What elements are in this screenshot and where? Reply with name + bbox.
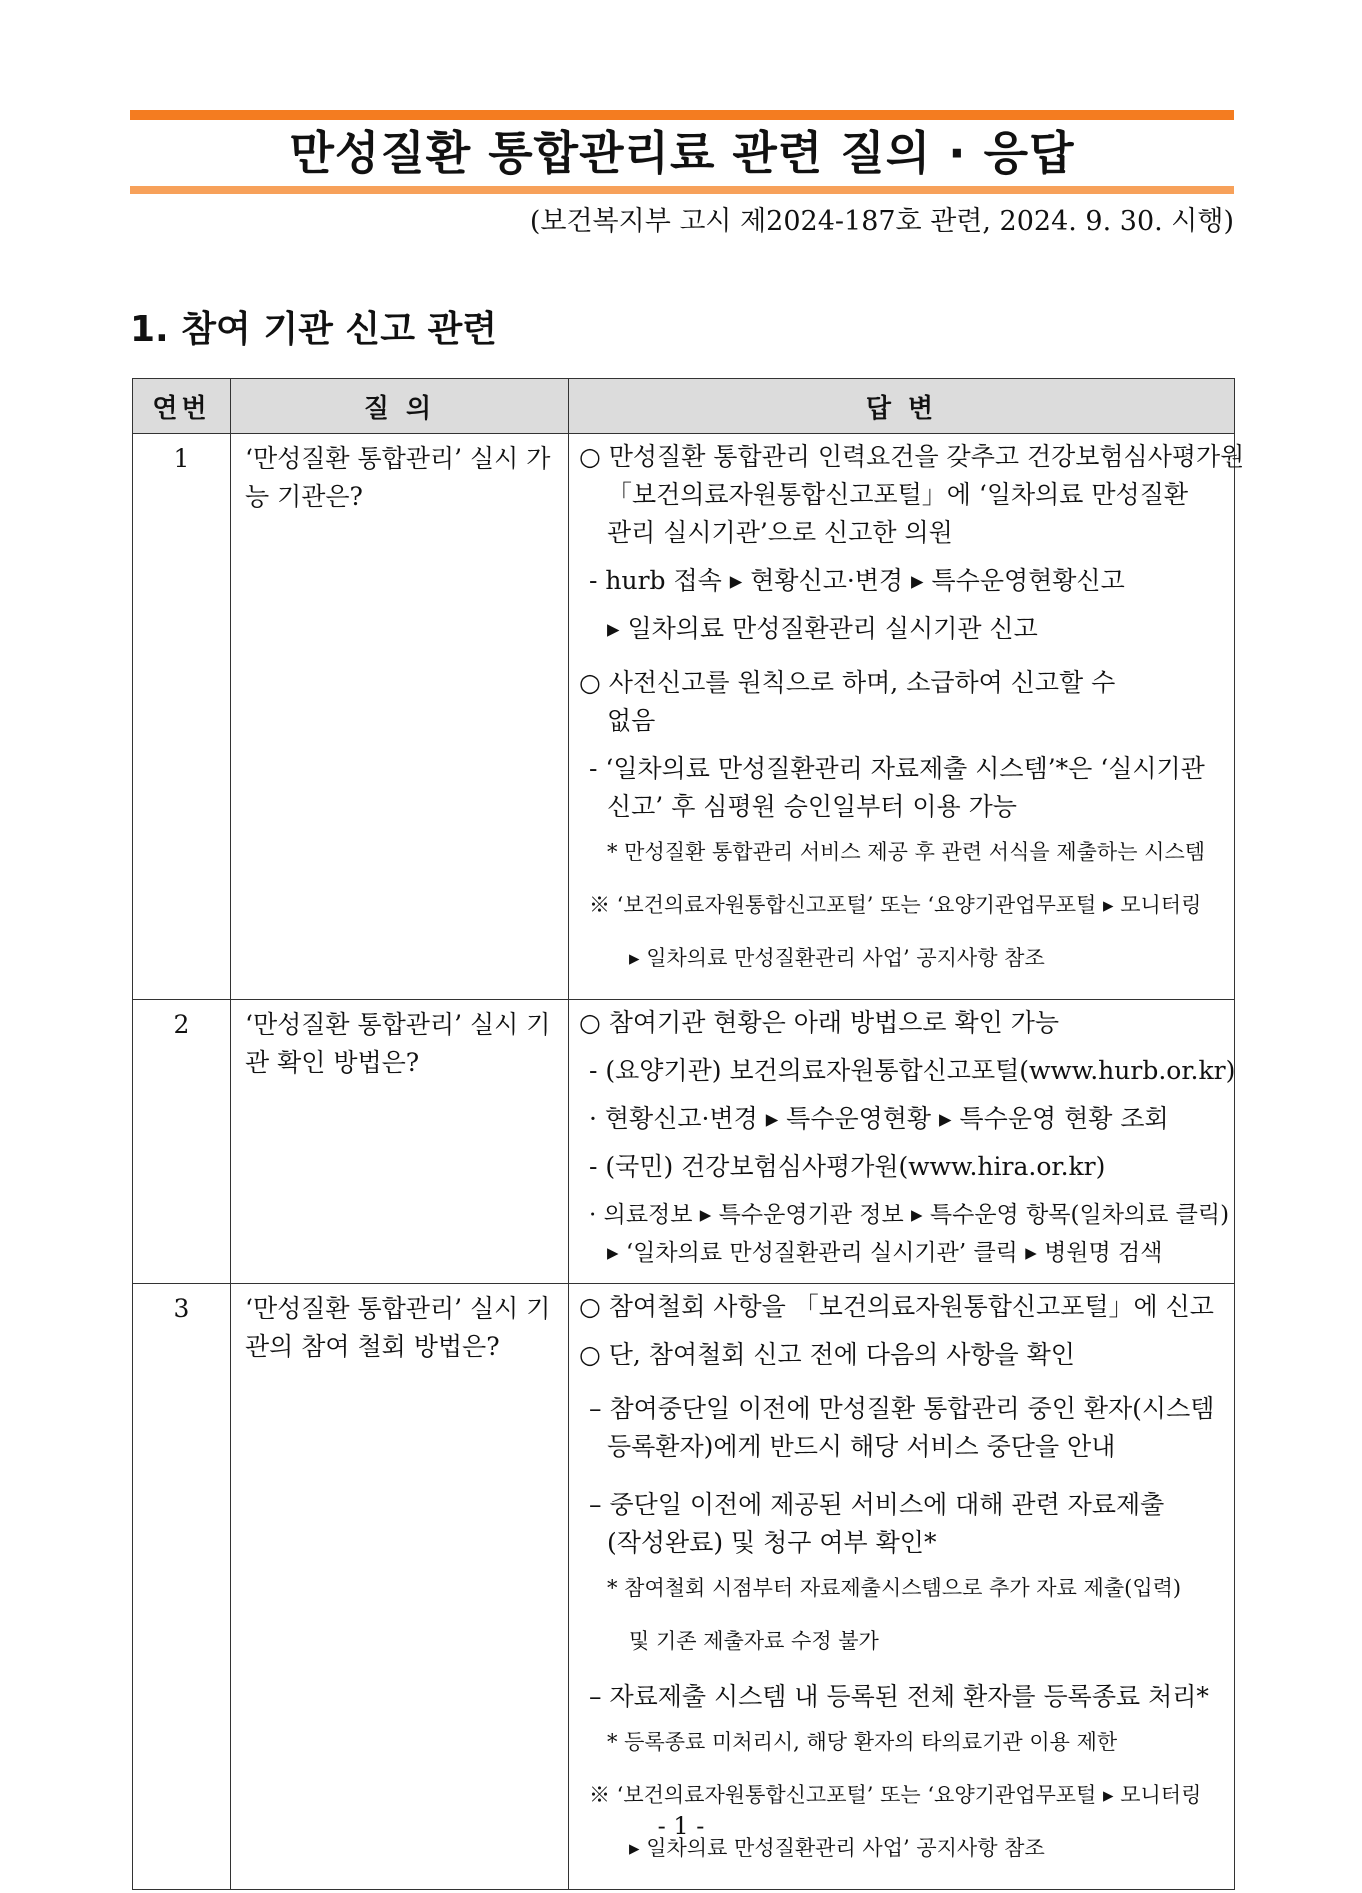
- row-question: ‘만성질환 통합관리’ 실시 가능 기관은?: [231, 434, 569, 1000]
- answer-line: (작성완료) 및 청구 여부 확인*: [607, 1528, 937, 1557]
- answer-footnote: 및 기존 제출자료 수정 불가: [629, 1629, 879, 1653]
- answer-line: – 자료제출 시스템 내 등록된 전체 환자를 등록종료 처리*: [589, 1682, 1209, 1711]
- answer-line: 신고’ 후 심평원 승인일부터 이용 가능: [607, 792, 1017, 821]
- answer-line: ○ 만성질환 통합관리 인력요건을 갖추고 건강보험심사평가원: [579, 442, 1245, 471]
- page-number: - 1 -: [657, 1812, 705, 1840]
- answer-footnote: * 등록종료 미처리시, 해당 환자의 타의료기관 이용 제한: [607, 1730, 1118, 1754]
- page-title: 만성질환 통합관리료 관련 질의 · 응답: [289, 126, 1075, 180]
- section-title: 1. 참여 기관 신고 관련: [130, 309, 498, 350]
- answer-line: - hurb 접속 ▸ 현황신고·변경 ▸ 특수운영현황신고: [589, 566, 1125, 595]
- answer-line: - ‘일차의료 만성질환관리 자료제출 시스템’*은 ‘실시기관: [589, 754, 1205, 783]
- answer-line: 없음: [607, 706, 656, 735]
- table-row: [133, 434, 1235, 1000]
- qa-table: [132, 378, 1245, 1890]
- answer-line: · 의료정보 ▸ 특수운영기관 정보 ▸ 특수운영 항목(일차의료 클릭): [589, 1202, 1230, 1228]
- row-answer: [569, 1284, 1235, 1890]
- answer-reference: ※ ‘보건의료자원통합신고포털’ 또는 ‘요양기관업무포털 ▸ 모니터링: [589, 1783, 1202, 1807]
- answer-reference: ▸ 일차의료 만성질환관리 사업’ 공지사항 참조: [629, 946, 1045, 970]
- answer-line: ○ 사전신고를 원칙으로 하며, 소급하여 신고할 수: [579, 668, 1116, 697]
- table-row: [133, 1000, 1235, 1284]
- answer-line: ○ 참여철회 사항을 「보건의료자원통합신고포털」에 신고: [579, 1292, 1214, 1321]
- row-question: ‘만성질환 통합관리’ 실시 기관의 참여 철회 방법은?: [231, 1284, 569, 1890]
- answer-line: ▸ ‘일차의료 만성질환관리 실시기관’ 클릭 ▸ 병원명 검색: [607, 1240, 1163, 1266]
- row-answer: [569, 434, 1245, 1000]
- table-row: [133, 1284, 1235, 1890]
- row-number: 2: [133, 1000, 231, 1284]
- title-top-bar: [130, 110, 1234, 120]
- answer-line: · 현황신고·변경 ▸ 특수운영현황 ▸ 특수운영 현황 조회: [589, 1104, 1169, 1133]
- row-number: 3: [133, 1284, 231, 1890]
- answer-line: 관리 실시기관’으로 신고한 의원: [607, 518, 953, 547]
- header-question: 질 의: [231, 379, 569, 434]
- row-number: 1: [133, 434, 231, 1000]
- answer-footnote: * 참여철회 시점부터 자료제출시스템으로 추가 자료 제출(입력): [607, 1576, 1182, 1600]
- table-header-row: [133, 379, 1235, 434]
- answer-footnote: * 만성질환 통합관리 서비스 제공 후 관련 서식을 제출하는 시스템: [607, 840, 1206, 864]
- answer-line: - (요양기관) 보건의료자원통합신고포털(www.hurb.or.kr): [589, 1056, 1236, 1085]
- header-answer: 답 변: [569, 379, 1235, 434]
- header-no: 연번: [133, 379, 231, 434]
- answer-line: ○ 참여기관 현황은 아래 방법으로 확인 가능: [579, 1008, 1060, 1037]
- answer-line: 등록환자)에게 반드시 해당 서비스 중단을 안내: [607, 1432, 1116, 1461]
- answer-line: 「보건의료자원통합신고포털」에 ‘일차의료 만성질환: [607, 480, 1188, 509]
- answer-line: - (국민) 건강보험심사평가원(www.hira.or.kr): [589, 1152, 1106, 1181]
- answer-reference: ※ ‘보건의료자원통합신고포털’ 또는 ‘요양기관업무포털 ▸ 모니터링: [589, 893, 1202, 917]
- answer-reference: ▸ 일차의료 만성질환관리 사업’ 공지사항 참조: [629, 1836, 1045, 1860]
- title-bottom-bar: [130, 186, 1234, 194]
- answer-line: – 참여중단일 이전에 만성질환 통합관리 중인 환자(시스템: [589, 1394, 1215, 1423]
- answer-line: ○ 단, 참여철회 신고 전에 다음의 사항을 확인: [579, 1340, 1075, 1369]
- page-subtitle: (보건복지부 고시 제2024-187호 관련, 2024. 9. 30. 시행): [529, 206, 1234, 237]
- row-answer: [569, 1000, 1235, 1284]
- answer-line: ▸ 일차의료 만성질환관리 실시기관 신고: [607, 614, 1038, 643]
- answer-line: – 중단일 이전에 제공된 서비스에 대해 관련 자료제출: [589, 1490, 1165, 1519]
- row-question: ‘만성질환 통합관리’ 실시 기관 확인 방법은?: [231, 1000, 569, 1284]
